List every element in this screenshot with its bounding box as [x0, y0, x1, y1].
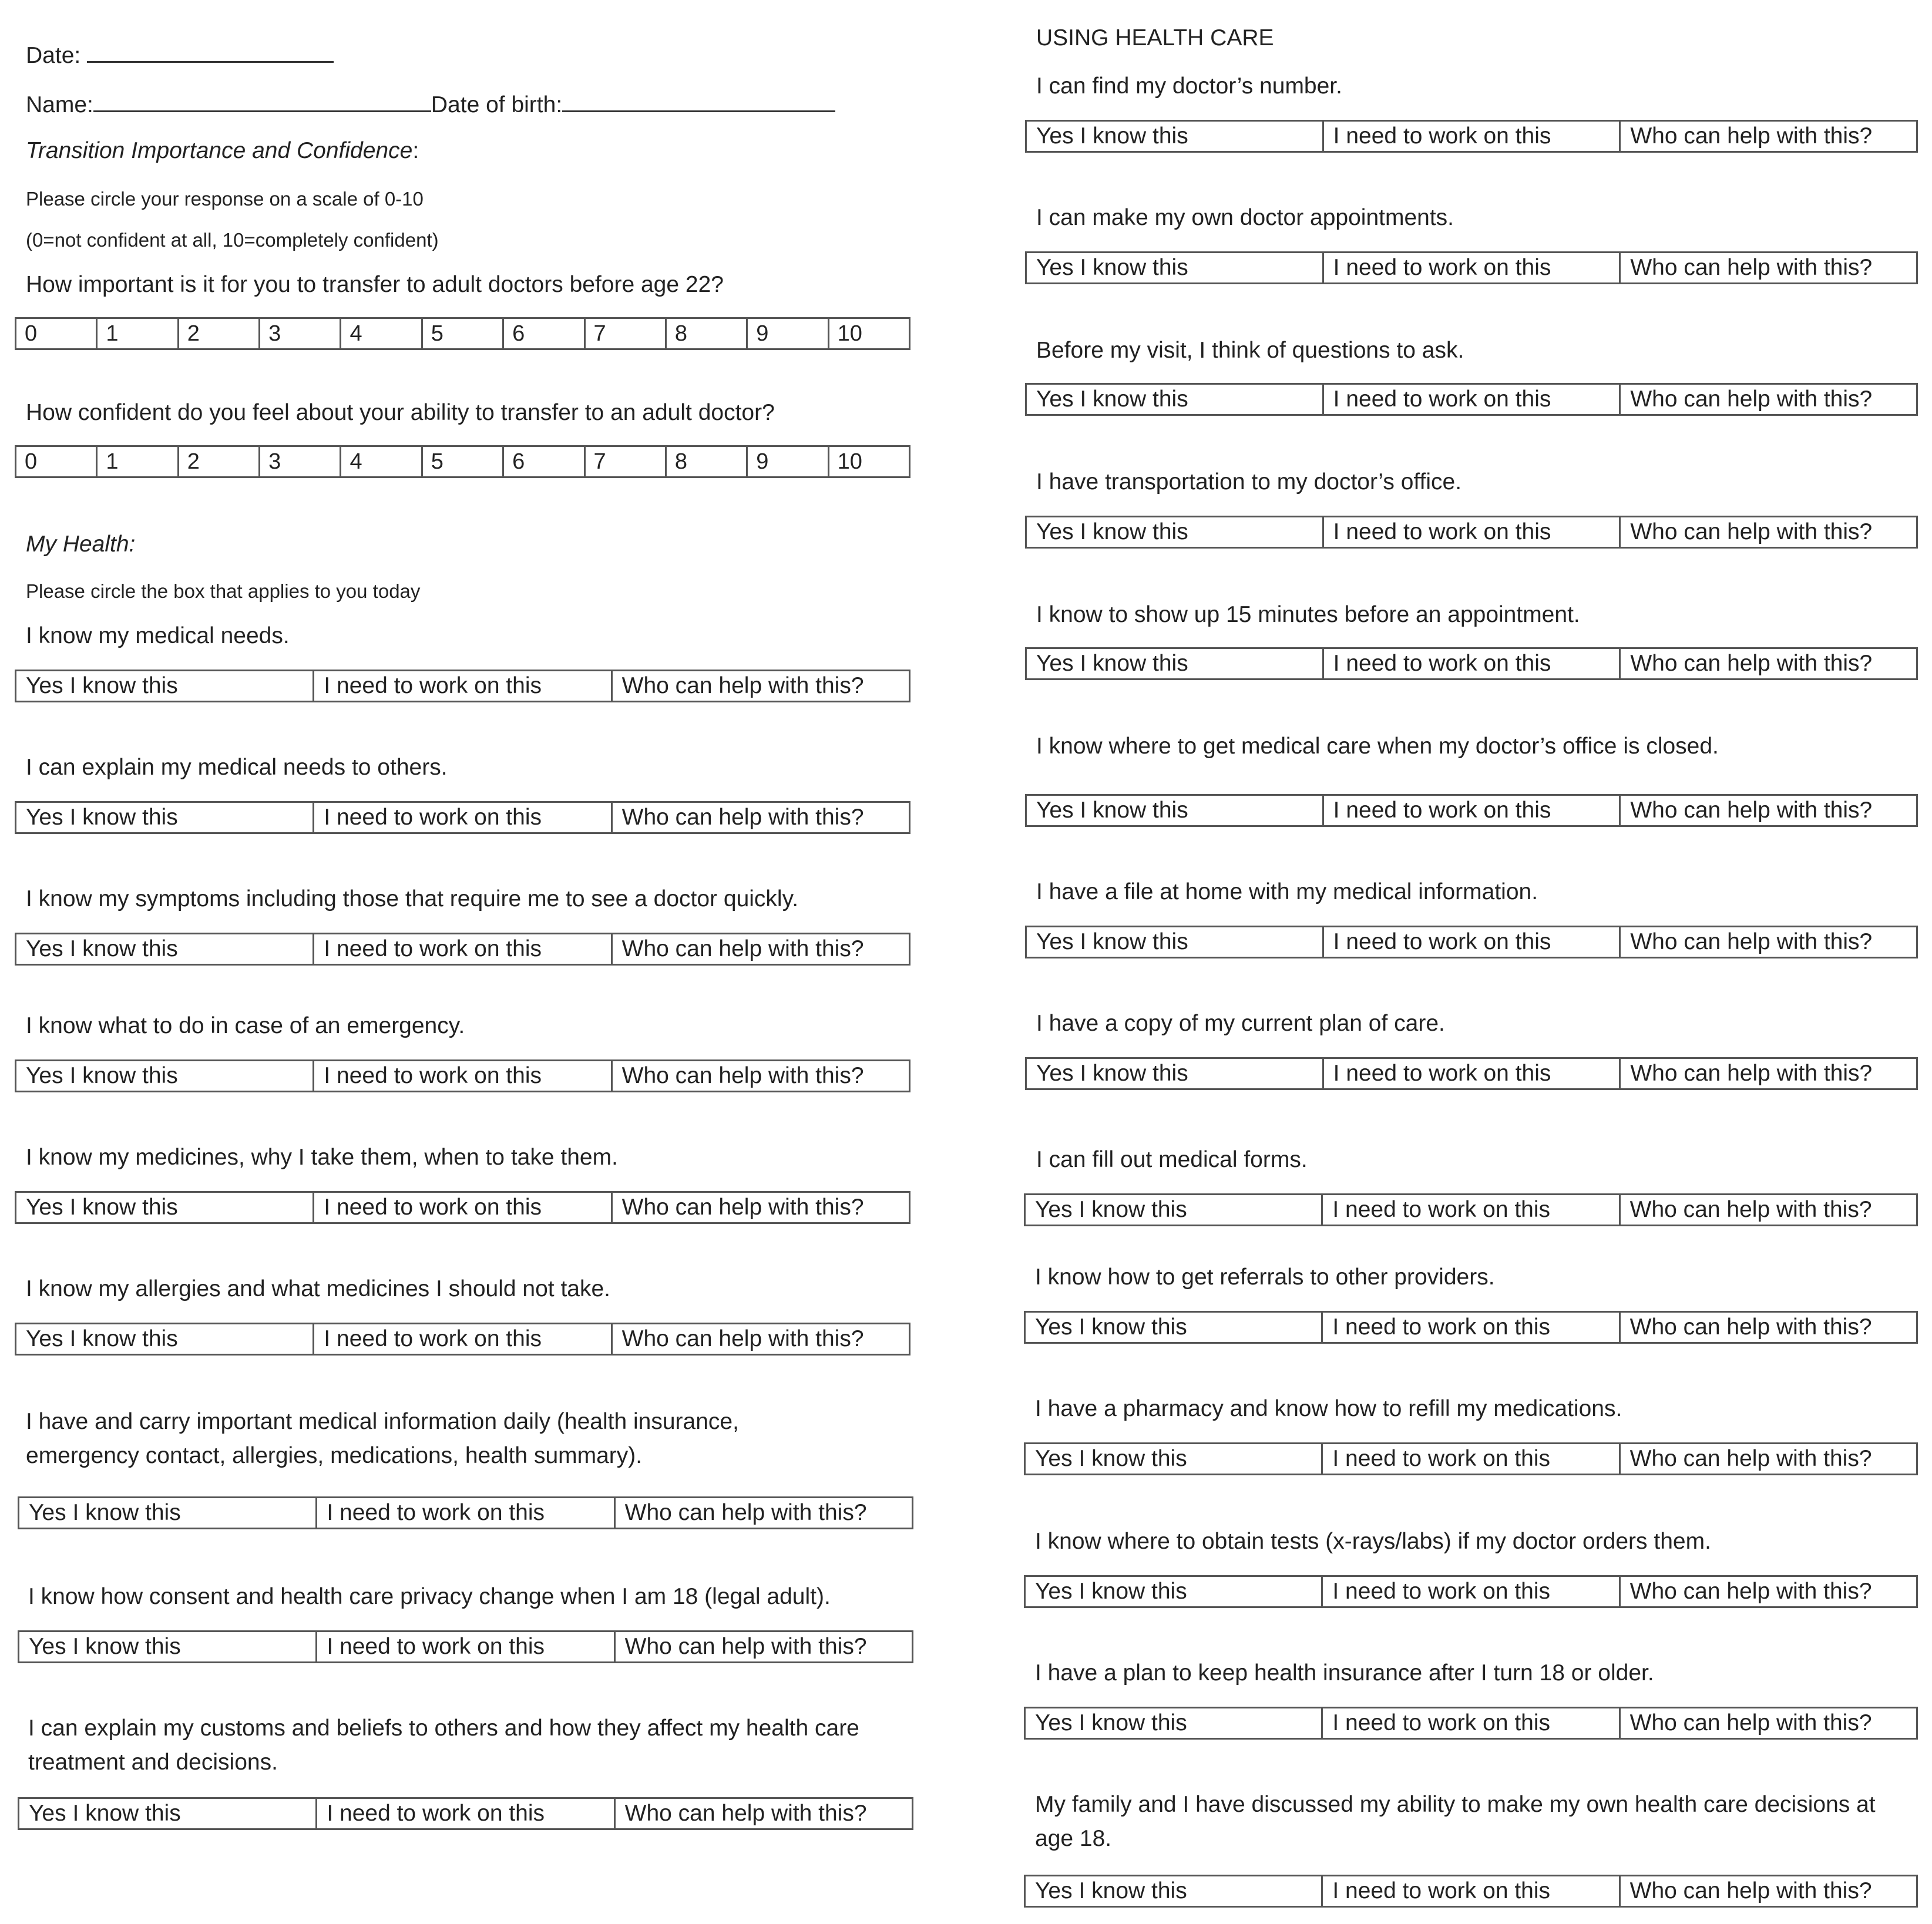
- response-row: [15, 1059, 910, 1092]
- help-option[interactable]: Who can help with this?: [611, 1061, 909, 1091]
- confidence-scale-option-8[interactable]: 8: [665, 447, 746, 476]
- my-health-instruction: Please circle the box that applies to you today: [26, 580, 421, 602]
- work-option[interactable]: I need to work on this: [1321, 1313, 1618, 1342]
- help-option[interactable]: Who can help with this?: [614, 1498, 912, 1528]
- help-option[interactable]: Who can help with this?: [1619, 927, 1916, 957]
- help-option[interactable]: Who can help with this?: [611, 934, 909, 964]
- confidence-scale-option-6[interactable]: 6: [502, 447, 583, 476]
- response-row: [15, 670, 910, 702]
- importance-scale-option-5[interactable]: 5: [421, 319, 502, 348]
- help-option[interactable]: Who can help with this?: [611, 671, 909, 701]
- yes-option[interactable]: Yes I know this: [1035, 1710, 1187, 1735]
- question-text: I can find my doctor’s number.: [1036, 73, 1342, 99]
- name-label: Name:: [26, 92, 93, 117]
- yes-option[interactable]: Yes I know this: [1036, 1061, 1188, 1086]
- yes-option[interactable]: Yes I know this: [1036, 798, 1188, 823]
- dob-label: Date of birth:: [431, 92, 563, 117]
- confidence-scale-option-2[interactable]: 2: [177, 447, 258, 476]
- work-option[interactable]: I need to work on this: [1322, 385, 1619, 414]
- yes-option[interactable]: Yes I know this: [1036, 929, 1188, 954]
- response-row: [1024, 1875, 1918, 1908]
- question-text: I know where to obtain tests (x-rays/labs) if my doctor orders them.: [1035, 1529, 1711, 1554]
- help-option[interactable]: Who can help with this?: [1619, 1444, 1916, 1474]
- date-field[interactable]: [26, 39, 334, 69]
- yes-option[interactable]: Yes I know this: [1036, 123, 1188, 149]
- response-row: [1025, 794, 1918, 827]
- yes-option[interactable]: Yes I know this: [1035, 1197, 1187, 1222]
- question-text: I have a plan to keep health insurance after I turn 18 or older.: [1035, 1660, 1654, 1686]
- transition-heading-text: Transition Importance and Confidence: [26, 138, 413, 163]
- importance-scale-option-3[interactable]: 3: [258, 319, 340, 348]
- work-option[interactable]: I need to work on this: [1321, 1708, 1618, 1738]
- response-row: [15, 933, 910, 966]
- transition-heading: [26, 137, 419, 164]
- help-option[interactable]: Who can help with this?: [1619, 1876, 1916, 1906]
- name-dob-row: [26, 88, 835, 119]
- work-option[interactable]: I need to work on this: [315, 1498, 613, 1528]
- name-line[interactable]: [93, 88, 431, 112]
- work-option[interactable]: I need to work on this: [313, 1193, 610, 1222]
- response-row: [1025, 1057, 1918, 1090]
- yes-option[interactable]: Yes I know this: [26, 1195, 178, 1220]
- yes-option[interactable]: Yes I know this: [1035, 1446, 1187, 1471]
- importance-scale-option-7[interactable]: 7: [584, 319, 665, 348]
- work-option[interactable]: I need to work on this: [313, 1324, 610, 1354]
- confidence-scale-option-3[interactable]: 3: [258, 447, 340, 476]
- response-row: [1024, 1575, 1918, 1608]
- confidence-scale-option-0[interactable]: 0: [25, 449, 38, 474]
- work-option[interactable]: I need to work on this: [1321, 1876, 1618, 1906]
- help-option[interactable]: Who can help with this?: [1619, 517, 1916, 547]
- importance-scale-option-0[interactable]: 0: [25, 321, 38, 346]
- response-row: [1025, 251, 1918, 284]
- importance-scale-option-4[interactable]: 4: [340, 319, 421, 348]
- right-column: [999, 0, 1932, 1924]
- yes-option[interactable]: Yes I know this: [1036, 651, 1188, 676]
- question-text: I know my allergies and what medicines I should not take.: [26, 1276, 611, 1301]
- confidence-scale-option-7[interactable]: 7: [584, 447, 665, 476]
- question-text: My family and I have discussed my ability to make my own health care decisions at age 18.: [1035, 1792, 1876, 1851]
- response-row: [1025, 383, 1918, 416]
- yes-option[interactable]: Yes I know this: [29, 1500, 181, 1525]
- importance-scale-option-1[interactable]: 1: [96, 319, 177, 348]
- question-text: I have a copy of my current plan of care.: [1036, 1011, 1445, 1036]
- yes-option[interactable]: Yes I know this: [26, 673, 178, 698]
- yes-option[interactable]: Yes I know this: [26, 805, 178, 830]
- question-text: I can explain my medical needs to others.: [26, 755, 448, 780]
- work-option[interactable]: I need to work on this: [315, 1799, 613, 1828]
- question-text: I have and carry important medical information daily (health insurance, emergency contact, allergies, medications, health summary).: [26, 1409, 739, 1468]
- confidence-scale-option-5[interactable]: 5: [421, 447, 502, 476]
- question-text: I know my symptoms including those that require me to see a doctor quickly.: [26, 886, 799, 911]
- response-row: [1024, 1193, 1918, 1226]
- response-row: [18, 1797, 913, 1830]
- response-row: [1025, 120, 1918, 153]
- yes-option[interactable]: Yes I know this: [26, 1063, 178, 1088]
- help-option[interactable]: Who can help with this?: [611, 1324, 909, 1354]
- response-row: [18, 1630, 913, 1663]
- help-option[interactable]: Who can help with this?: [611, 1193, 909, 1222]
- question-text: I have a file at home with my medical information.: [1036, 879, 1538, 904]
- response-row: [1025, 647, 1918, 680]
- help-option[interactable]: Who can help with this?: [1619, 796, 1916, 825]
- date-label: Date:: [26, 43, 81, 68]
- work-option[interactable]: I need to work on this: [315, 1632, 613, 1661]
- question-text: I have transportation to my doctor’s office.: [1036, 469, 1462, 495]
- confidence-scale-option-9[interactable]: 9: [746, 447, 827, 476]
- help-option[interactable]: Who can help with this?: [1619, 122, 1916, 151]
- help-option[interactable]: Who can help with this?: [1619, 253, 1916, 282]
- work-option[interactable]: I need to work on this: [1322, 796, 1619, 825]
- work-option[interactable]: I need to work on this: [313, 803, 610, 832]
- response-row: [15, 801, 910, 834]
- work-option[interactable]: I need to work on this: [1322, 253, 1619, 282]
- confidence-scale-option-4[interactable]: 4: [340, 447, 421, 476]
- work-option[interactable]: I need to work on this: [1322, 649, 1619, 678]
- yes-option[interactable]: Yes I know this: [1036, 255, 1188, 280]
- yes-option[interactable]: Yes I know this: [1036, 519, 1188, 544]
- help-option[interactable]: Who can help with this?: [1619, 1708, 1916, 1738]
- work-option[interactable]: I need to work on this: [1322, 1059, 1619, 1088]
- question-text: I have a pharmacy and know how to refill my medications.: [1035, 1396, 1622, 1421]
- yes-option[interactable]: Yes I know this: [26, 1326, 178, 1351]
- response-row: [1024, 1311, 1918, 1344]
- my-health-heading: My Health:: [26, 532, 136, 557]
- importance-scale-option-2[interactable]: 2: [177, 319, 258, 348]
- confidence-scale-option-1[interactable]: 1: [96, 447, 177, 476]
- yes-option[interactable]: Yes I know this: [1036, 386, 1188, 412]
- work-option[interactable]: I need to work on this: [313, 934, 610, 964]
- help-option[interactable]: Who can help with this?: [1619, 1577, 1916, 1606]
- help-option[interactable]: Who can help with this?: [1619, 1059, 1916, 1088]
- question-text: I know where to get medical care when my doctor’s office is closed.: [1036, 734, 1719, 759]
- date-line[interactable]: [87, 39, 334, 63]
- yes-option[interactable]: Yes I know this: [1035, 1314, 1187, 1340]
- question-text: I know my medicines, why I take them, when to take them.: [26, 1145, 618, 1170]
- question-text: I know my medical needs.: [26, 623, 290, 648]
- response-row: [1025, 926, 1918, 958]
- question-text: I know what to do in case of an emergency.: [26, 1013, 465, 1038]
- question-text: I know to show up 15 minutes before an appointment.: [1036, 602, 1580, 627]
- yes-option[interactable]: Yes I know this: [29, 1634, 181, 1659]
- importance-question: How important is it for you to transfer to adult doctors before age 22?: [26, 272, 724, 297]
- left-column: [0, 0, 940, 1924]
- importance-scale-option-8[interactable]: 8: [665, 319, 746, 348]
- work-option[interactable]: I need to work on this: [1322, 517, 1619, 547]
- work-option[interactable]: I need to work on this: [313, 1061, 610, 1091]
- work-option[interactable]: I need to work on this: [1322, 927, 1619, 957]
- dob-line[interactable]: [562, 88, 835, 112]
- response-row: [1024, 1707, 1918, 1740]
- scale-instruction: Please circle your response on a scale of 0-10: [26, 188, 424, 210]
- work-option[interactable]: I need to work on this: [1321, 1444, 1618, 1474]
- work-option[interactable]: I need to work on this: [313, 671, 610, 701]
- work-option[interactable]: I need to work on this: [1321, 1195, 1618, 1225]
- question-text: I know how consent and health care privacy change when I am 18 (legal adult).: [28, 1584, 831, 1609]
- help-option[interactable]: Who can help with this?: [1619, 1313, 1916, 1342]
- response-row: [15, 1191, 910, 1224]
- response-row: [1024, 1442, 1918, 1475]
- question-text: I can fill out medical forms.: [1036, 1147, 1308, 1172]
- yes-option[interactable]: Yes I know this: [26, 936, 178, 961]
- importance-scale-option-10[interactable]: 10: [828, 319, 909, 348]
- confidence-question: How confident do you feel about your ability to transfer to an adult doctor?: [26, 400, 775, 425]
- yes-option[interactable]: Yes I know this: [29, 1801, 181, 1826]
- question-text: I can make my own doctor appointments.: [1036, 205, 1454, 230]
- importance-scale: [15, 317, 910, 350]
- response-row: [1025, 516, 1918, 549]
- importance-scale-option-9[interactable]: 9: [746, 319, 827, 348]
- scale-note: (0=not confident at all, 10=completely confident): [26, 229, 439, 251]
- transition-heading-colon: :: [412, 138, 419, 163]
- using-health-care-heading: USING HEALTH CARE: [1036, 25, 1274, 51]
- response-row: [18, 1496, 913, 1529]
- yes-option[interactable]: Yes I know this: [1035, 1878, 1187, 1903]
- help-option[interactable]: Who can help with this?: [1619, 385, 1916, 414]
- question-text: I can explain my customs and beliefs to others and how they affect my health care treatment and decisions.: [28, 1716, 859, 1775]
- help-option[interactable]: Who can help with this?: [611, 803, 909, 832]
- confidence-scale-option-10[interactable]: 10: [828, 447, 909, 476]
- confidence-scale: [15, 445, 910, 478]
- help-option[interactable]: Who can help with this?: [614, 1632, 912, 1661]
- importance-scale-option-6[interactable]: 6: [502, 319, 583, 348]
- response-row: [15, 1323, 910, 1355]
- question-text: Before my visit, I think of questions to ask.: [1036, 338, 1464, 363]
- help-option[interactable]: Who can help with this?: [1619, 1195, 1916, 1225]
- work-option[interactable]: I need to work on this: [1322, 122, 1619, 151]
- help-option[interactable]: Who can help with this?: [614, 1799, 912, 1828]
- question-text: I know how to get referrals to other providers.: [1035, 1264, 1495, 1290]
- help-option[interactable]: Who can help with this?: [1619, 649, 1916, 678]
- work-option[interactable]: I need to work on this: [1321, 1577, 1618, 1606]
- yes-option[interactable]: Yes I know this: [1035, 1579, 1187, 1604]
